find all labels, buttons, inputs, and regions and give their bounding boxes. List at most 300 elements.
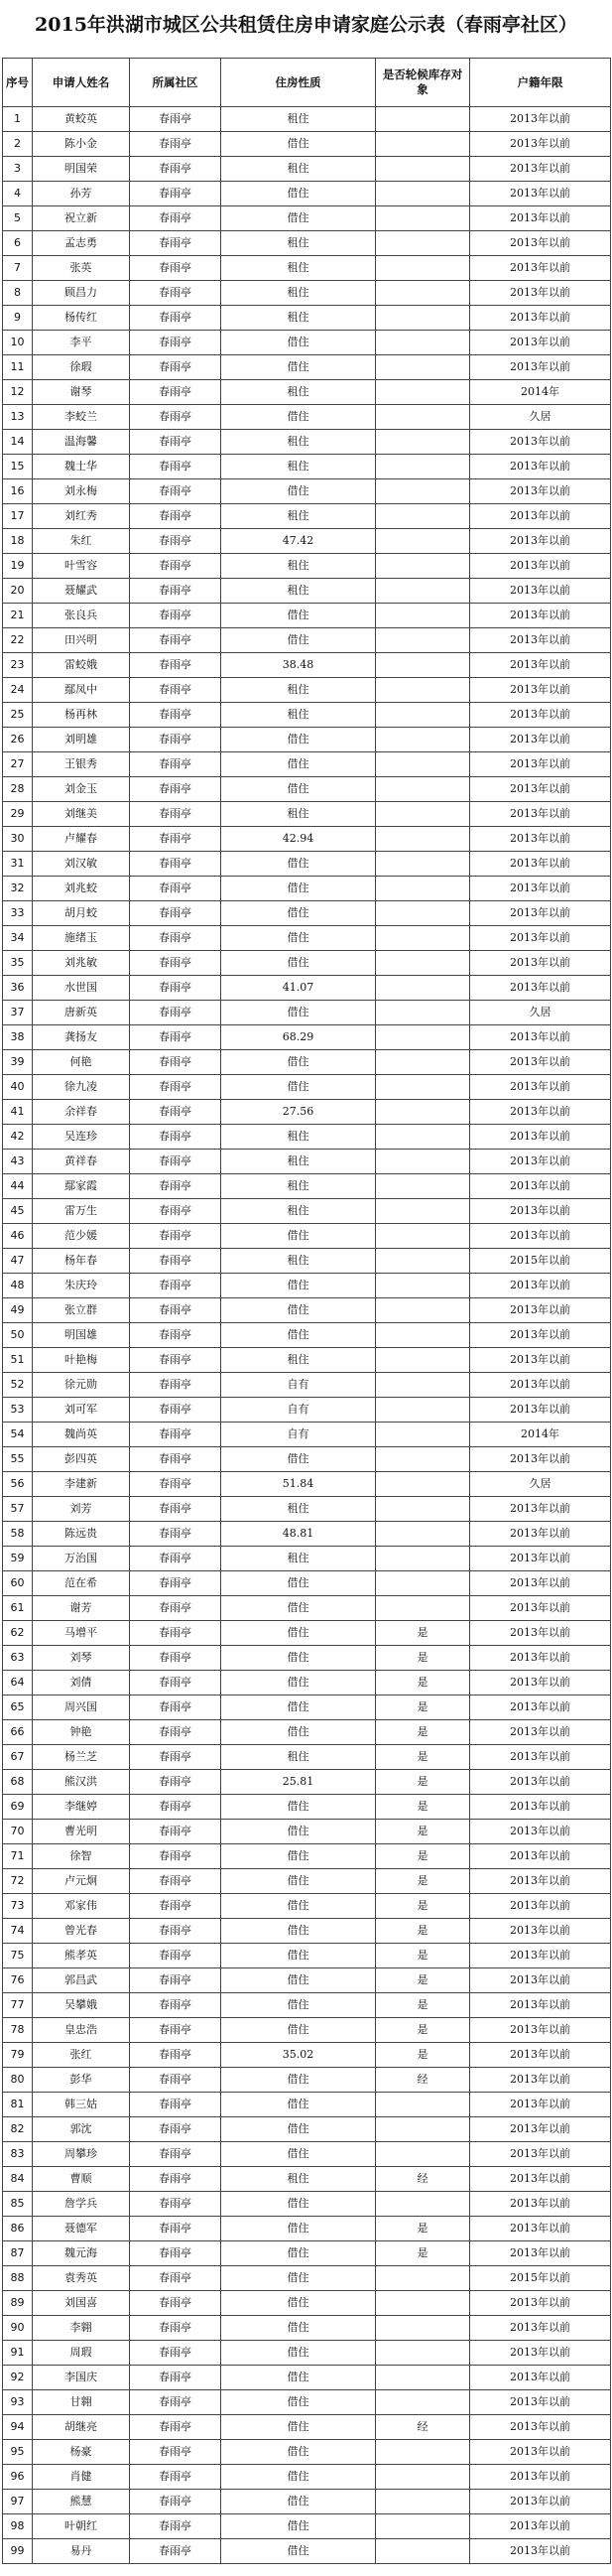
waitlist-cell xyxy=(376,653,470,678)
name-cell: 韩三姑 xyxy=(33,2093,130,2117)
housing-type-cell: 借住 xyxy=(221,2192,376,2217)
serial-cell: 96 xyxy=(3,2465,33,2490)
waitlist-cell xyxy=(376,1100,470,1125)
housing-type-cell: 借住 xyxy=(221,355,376,380)
table-row xyxy=(3,2018,611,2043)
table-row xyxy=(3,331,611,355)
name-cell: 杨传红 xyxy=(33,306,130,331)
waitlist-cell xyxy=(376,752,470,777)
residency-cell: 2013年以前 xyxy=(470,2440,611,2465)
residency-cell: 2013年以前 xyxy=(470,1894,611,1919)
residency-cell: 2013年以前 xyxy=(470,1547,611,1571)
housing-type-cell: 27.56 xyxy=(221,1100,376,1125)
serial-cell: 32 xyxy=(3,877,33,901)
residency-cell: 2013年以前 xyxy=(470,1820,611,1844)
community-cell: 春雨亭 xyxy=(130,1423,221,1447)
housing-type-cell: 自有 xyxy=(221,1398,376,1423)
table-row xyxy=(3,1695,611,1720)
housing-type-cell: 借住 xyxy=(221,2490,376,2514)
waitlist-cell: 经 xyxy=(376,2068,470,2093)
waitlist-cell xyxy=(376,777,470,802)
residency-cell: 2013年以前 xyxy=(470,1968,611,1993)
serial-cell: 39 xyxy=(3,1050,33,1075)
community-cell: 春雨亭 xyxy=(130,2291,221,2316)
housing-type-cell: 41.07 xyxy=(221,976,376,1001)
waitlist-cell xyxy=(376,2366,470,2390)
housing-type-cell: 借住 xyxy=(221,1844,376,1869)
name-cell: 马增平 xyxy=(33,1621,130,1646)
community-cell: 春雨亭 xyxy=(130,926,221,951)
table-row xyxy=(3,1274,611,1298)
community-cell: 春雨亭 xyxy=(130,2142,221,2167)
community-cell: 春雨亭 xyxy=(130,628,221,653)
housing-type-cell: 借住 xyxy=(221,206,376,231)
housing-type-cell: 借住 xyxy=(221,1621,376,1646)
waitlist-cell: 是 xyxy=(376,1770,470,1795)
waitlist-cell: 是 xyxy=(376,1820,470,1844)
name-cell: 陈远贵 xyxy=(33,1522,130,1547)
community-cell: 春雨亭 xyxy=(130,455,221,479)
housing-type-cell: 借住 xyxy=(221,2142,376,2167)
residency-cell: 2013年以前 xyxy=(470,2167,611,2192)
residency-cell: 2013年以前 xyxy=(470,1993,611,2018)
community-cell: 春雨亭 xyxy=(130,405,221,430)
table-row xyxy=(3,1497,611,1522)
waitlist-cell xyxy=(376,802,470,827)
table-row xyxy=(3,2366,611,2390)
housing-type-cell: 借住 xyxy=(221,1968,376,1993)
name-cell: 水世国 xyxy=(33,976,130,1001)
table-row xyxy=(3,554,611,579)
community-cell: 春雨亭 xyxy=(130,107,221,132)
name-cell: 曾光春 xyxy=(33,1919,130,1944)
housing-type-cell: 借住 xyxy=(221,1274,376,1298)
community-cell: 春雨亭 xyxy=(130,1472,221,1497)
waitlist-cell xyxy=(376,604,470,628)
community-cell: 春雨亭 xyxy=(130,976,221,1001)
name-cell: 刘倩 xyxy=(33,1671,130,1695)
waitlist-cell xyxy=(376,2390,470,2415)
housing-type-cell: 借住 xyxy=(221,1671,376,1695)
waitlist-cell xyxy=(376,405,470,430)
housing-type-cell: 借住 xyxy=(221,1050,376,1075)
residency-cell: 2013年以前 xyxy=(470,604,611,628)
waitlist-cell: 是 xyxy=(376,2043,470,2068)
serial-cell: 21 xyxy=(3,604,33,628)
residency-cell: 2013年以前 xyxy=(470,678,611,703)
table-row xyxy=(3,281,611,306)
name-cell: 鄢凤中 xyxy=(33,678,130,703)
community-cell: 春雨亭 xyxy=(130,380,221,405)
serial-cell: 35 xyxy=(3,951,33,976)
name-cell: 施绪玉 xyxy=(33,926,130,951)
table-row xyxy=(3,2490,611,2514)
residency-cell: 2013年以前 xyxy=(470,653,611,678)
serial-cell: 16 xyxy=(3,479,33,504)
residency-cell: 2013年以前 xyxy=(470,1497,611,1522)
waitlist-cell xyxy=(376,579,470,604)
name-cell: 胡月蛟 xyxy=(33,901,130,926)
serial-cell: 15 xyxy=(3,455,33,479)
serial-cell: 63 xyxy=(3,1646,33,1671)
residency-cell: 2013年以前 xyxy=(470,1274,611,1298)
name-cell: 龚扬友 xyxy=(33,1025,130,1050)
waitlist-cell xyxy=(376,703,470,728)
table-row xyxy=(3,2043,611,2068)
name-cell: 张良兵 xyxy=(33,604,130,628)
serial-cell: 59 xyxy=(3,1547,33,1571)
waitlist-cell xyxy=(376,504,470,529)
serial-cell: 28 xyxy=(3,777,33,802)
table-row xyxy=(3,777,611,802)
serial-cell: 83 xyxy=(3,2142,33,2167)
community-cell: 春雨亭 xyxy=(130,951,221,976)
name-cell: 张英 xyxy=(33,256,130,281)
community-cell: 春雨亭 xyxy=(130,1522,221,1547)
housing-type-cell: 借住 xyxy=(221,2217,376,2241)
serial-cell: 20 xyxy=(3,579,33,604)
waitlist-cell xyxy=(376,2539,470,2564)
housing-type-cell: 借住 xyxy=(221,1894,376,1919)
housing-type-cell: 租住 xyxy=(221,380,376,405)
table-row xyxy=(3,1001,611,1025)
residency-cell: 2014年 xyxy=(470,1423,611,1447)
housing-type-cell: 租住 xyxy=(221,430,376,455)
name-cell: 祝立新 xyxy=(33,206,130,231)
serial-cell: 17 xyxy=(3,504,33,529)
table-row xyxy=(3,2316,611,2341)
serial-cell: 69 xyxy=(3,1795,33,1820)
serial-cell: 34 xyxy=(3,926,33,951)
serial-cell: 89 xyxy=(3,2291,33,2316)
serial-cell: 99 xyxy=(3,2539,33,2564)
residency-cell: 2013年以前 xyxy=(470,2366,611,2390)
residency-cell: 2015年以前 xyxy=(470,1249,611,1274)
community-cell: 春雨亭 xyxy=(130,1745,221,1770)
community-cell: 春雨亭 xyxy=(130,1249,221,1274)
table-body xyxy=(3,107,611,2564)
community-cell: 春雨亭 xyxy=(130,182,221,206)
housing-type-cell: 租住 xyxy=(221,281,376,306)
community-cell: 春雨亭 xyxy=(130,231,221,256)
serial-cell: 44 xyxy=(3,1174,33,1199)
waitlist-cell xyxy=(376,1249,470,1274)
residency-cell: 2013年以前 xyxy=(470,2093,611,2117)
name-cell: 朱庆玲 xyxy=(33,1274,130,1298)
serial-cell: 3 xyxy=(3,157,33,182)
community-cell: 春雨亭 xyxy=(130,2316,221,2341)
table-row xyxy=(3,157,611,182)
table-row xyxy=(3,1671,611,1695)
residency-cell: 2013年以前 xyxy=(470,132,611,157)
waitlist-cell: 是 xyxy=(376,1944,470,1968)
housing-type-cell: 租住 xyxy=(221,1174,376,1199)
table-row xyxy=(3,256,611,281)
waitlist-cell xyxy=(376,1348,470,1373)
residency-cell: 久居 xyxy=(470,1472,611,1497)
serial-cell: 22 xyxy=(3,628,33,653)
waitlist-cell xyxy=(376,206,470,231)
housing-type-cell: 借住 xyxy=(221,2341,376,2366)
housing-type-cell: 租住 xyxy=(221,1150,376,1174)
housing-type-cell: 租住 xyxy=(221,306,376,331)
community-cell: 春雨亭 xyxy=(130,529,221,554)
serial-cell: 30 xyxy=(3,827,33,852)
community-cell: 春雨亭 xyxy=(130,1596,221,1621)
community-cell: 春雨亭 xyxy=(130,2390,221,2415)
name-cell: 吴攀娥 xyxy=(33,1993,130,2018)
waitlist-cell: 是 xyxy=(376,1993,470,2018)
housing-type-cell: 租住 xyxy=(221,504,376,529)
name-cell: 刘金玉 xyxy=(33,777,130,802)
name-cell: 胡继亮 xyxy=(33,2415,130,2440)
community-cell: 春雨亭 xyxy=(130,2068,221,2093)
serial-cell: 1 xyxy=(3,107,33,132)
name-cell: 刘继美 xyxy=(33,802,130,827)
waitlist-cell xyxy=(376,1050,470,1075)
serial-cell: 19 xyxy=(3,554,33,579)
community-cell: 春雨亭 xyxy=(130,1150,221,1174)
community-cell: 春雨亭 xyxy=(130,1844,221,1869)
waitlist-cell xyxy=(376,678,470,703)
housing-type-cell: 借住 xyxy=(221,1919,376,1944)
table-row xyxy=(3,1820,611,1844)
residency-cell: 2013年以前 xyxy=(470,554,611,579)
housing-type-cell: 借住 xyxy=(221,1298,376,1323)
waitlist-cell: 是 xyxy=(376,2217,470,2241)
housing-type-cell: 租住 xyxy=(221,579,376,604)
serial-cell: 72 xyxy=(3,1869,33,1894)
housing-type-cell: 借住 xyxy=(221,331,376,355)
housing-type-cell: 租住 xyxy=(221,455,376,479)
residency-cell: 2013年以前 xyxy=(470,1919,611,1944)
waitlist-cell xyxy=(376,2291,470,2316)
waitlist-cell: 是 xyxy=(376,1968,470,1993)
waitlist-cell xyxy=(376,529,470,554)
housing-type-cell: 租住 xyxy=(221,157,376,182)
community-cell: 春雨亭 xyxy=(130,777,221,802)
applicant-table xyxy=(2,58,611,2564)
housing-type-cell: 借住 xyxy=(221,1571,376,1596)
serial-cell: 71 xyxy=(3,1844,33,1869)
serial-cell: 9 xyxy=(3,306,33,331)
waitlist-cell: 是 xyxy=(376,2018,470,2043)
table-row xyxy=(3,728,611,752)
serial-cell: 65 xyxy=(3,1695,33,1720)
name-cell: 顾昌力 xyxy=(33,281,130,306)
name-cell: 刘汉敏 xyxy=(33,852,130,877)
waitlist-cell: 是 xyxy=(376,1894,470,1919)
residency-cell: 2013年以前 xyxy=(470,1025,611,1050)
name-cell: 王银秀 xyxy=(33,752,130,777)
table-row xyxy=(3,1522,611,1547)
waitlist-cell xyxy=(376,1174,470,1199)
residency-cell: 2013年以前 xyxy=(470,2490,611,2514)
serial-cell: 49 xyxy=(3,1298,33,1323)
name-cell: 杨再林 xyxy=(33,703,130,728)
table-row xyxy=(3,678,611,703)
table-row xyxy=(3,752,611,777)
community-cell: 春雨亭 xyxy=(130,1001,221,1025)
table-row xyxy=(3,802,611,827)
residency-cell: 2013年以前 xyxy=(470,2192,611,2217)
table-row xyxy=(3,2415,611,2440)
residency-cell: 2013年以前 xyxy=(470,976,611,1001)
name-cell: 范少媛 xyxy=(33,1224,130,1249)
name-cell: 徐九凌 xyxy=(33,1075,130,1100)
name-cell: 杨兰芝 xyxy=(33,1745,130,1770)
name-cell: 徐智 xyxy=(33,1844,130,1869)
waitlist-cell xyxy=(376,182,470,206)
residency-cell: 2013年以前 xyxy=(470,455,611,479)
serial-cell: 29 xyxy=(3,802,33,827)
name-cell: 黄祥春 xyxy=(33,1150,130,1174)
residency-cell: 2013年以前 xyxy=(470,827,611,852)
serial-cell: 10 xyxy=(3,331,33,355)
housing-type-cell: 48.81 xyxy=(221,1522,376,1547)
housing-type-cell: 借住 xyxy=(221,2241,376,2266)
housing-type-cell: 借住 xyxy=(221,777,376,802)
community-cell: 春雨亭 xyxy=(130,1075,221,1100)
residency-cell: 2013年以前 xyxy=(470,479,611,504)
housing-type-cell: 42.94 xyxy=(221,827,376,852)
community-cell: 春雨亭 xyxy=(130,1968,221,1993)
waitlist-cell xyxy=(376,132,470,157)
waitlist-cell xyxy=(376,877,470,901)
header-waitlist: 是否轮候库存对象 xyxy=(376,59,470,107)
serial-cell: 57 xyxy=(3,1497,33,1522)
community-cell: 春雨亭 xyxy=(130,1993,221,2018)
residency-cell: 2013年以前 xyxy=(470,1298,611,1323)
name-cell: 熊慧 xyxy=(33,2490,130,2514)
serial-cell: 85 xyxy=(3,2192,33,2217)
name-cell: 叶朝红 xyxy=(33,2514,130,2539)
waitlist-cell xyxy=(376,1596,470,1621)
housing-type-cell: 35.02 xyxy=(221,2043,376,2068)
community-cell: 春雨亭 xyxy=(130,1025,221,1050)
housing-type-cell: 借住 xyxy=(221,1447,376,1472)
housing-type-cell: 借住 xyxy=(221,2514,376,2539)
waitlist-cell xyxy=(376,479,470,504)
table-row xyxy=(3,2241,611,2266)
housing-type-cell: 借住 xyxy=(221,728,376,752)
serial-cell: 98 xyxy=(3,2514,33,2539)
community-cell: 春雨亭 xyxy=(130,2018,221,2043)
name-cell: 李平 xyxy=(33,331,130,355)
table-row xyxy=(3,1621,611,1646)
community-cell: 春雨亭 xyxy=(130,802,221,827)
serial-cell: 14 xyxy=(3,430,33,455)
community-cell: 春雨亭 xyxy=(130,901,221,926)
housing-type-cell: 借住 xyxy=(221,1224,376,1249)
residency-cell: 2013年以前 xyxy=(470,2217,611,2241)
name-cell: 范在希 xyxy=(33,1571,130,1596)
waitlist-cell xyxy=(376,1497,470,1522)
table-row xyxy=(3,504,611,529)
name-cell: 吴连珍 xyxy=(33,1125,130,1150)
table-row xyxy=(3,2465,611,2490)
community-cell: 春雨亭 xyxy=(130,1100,221,1125)
serial-cell: 84 xyxy=(3,2167,33,2192)
waitlist-cell: 是 xyxy=(376,1869,470,1894)
table-row xyxy=(3,1050,611,1075)
housing-type-cell: 租住 xyxy=(221,2167,376,2192)
table-row xyxy=(3,1125,611,1150)
table-row xyxy=(3,2167,611,2192)
residency-cell: 2013年以前 xyxy=(470,628,611,653)
serial-cell: 46 xyxy=(3,1224,33,1249)
name-cell: 刘兆蛟 xyxy=(33,877,130,901)
table-row xyxy=(3,306,611,331)
serial-cell: 56 xyxy=(3,1472,33,1497)
serial-cell: 11 xyxy=(3,355,33,380)
residency-cell: 2013年以前 xyxy=(470,355,611,380)
residency-cell: 2013年以前 xyxy=(470,1646,611,1671)
community-cell: 春雨亭 xyxy=(130,2043,221,2068)
table-row xyxy=(3,877,611,901)
residency-cell: 2013年以前 xyxy=(470,1373,611,1398)
residency-cell: 2013年以前 xyxy=(470,1348,611,1373)
waitlist-cell xyxy=(376,1001,470,1025)
residency-cell: 2013年以前 xyxy=(470,2341,611,2366)
community-cell: 春雨亭 xyxy=(130,2093,221,2117)
name-cell: 张立群 xyxy=(33,1298,130,1323)
waitlist-cell xyxy=(376,2117,470,2142)
residency-cell: 2013年以前 xyxy=(470,1571,611,1596)
community-cell: 春雨亭 xyxy=(130,1323,221,1348)
table-row xyxy=(3,1869,611,1894)
serial-cell: 6 xyxy=(3,231,33,256)
housing-type-cell: 借住 xyxy=(221,2068,376,2093)
waitlist-cell xyxy=(376,901,470,926)
housing-type-cell: 借住 xyxy=(221,2390,376,2415)
table-row xyxy=(3,1348,611,1373)
serial-cell: 2 xyxy=(3,132,33,157)
housing-type-cell: 借住 xyxy=(221,852,376,877)
waitlist-cell: 是 xyxy=(376,1795,470,1820)
housing-type-cell: 借住 xyxy=(221,2018,376,2043)
community-cell: 春雨亭 xyxy=(130,827,221,852)
community-cell: 春雨亭 xyxy=(130,281,221,306)
waitlist-cell xyxy=(376,2093,470,2117)
housing-type-cell: 借住 xyxy=(221,2316,376,2341)
residency-cell: 2013年以前 xyxy=(470,1621,611,1646)
name-cell: 田兴明 xyxy=(33,628,130,653)
table-row xyxy=(3,2266,611,2291)
table-row xyxy=(3,405,611,430)
name-cell: 曹光明 xyxy=(33,1820,130,1844)
housing-type-cell: 借住 xyxy=(221,479,376,504)
housing-type-cell: 38.48 xyxy=(221,653,376,678)
waitlist-cell xyxy=(376,1150,470,1174)
waitlist-cell xyxy=(376,1298,470,1323)
waitlist-cell xyxy=(376,2192,470,2217)
residency-cell: 2013年以前 xyxy=(470,2415,611,2440)
serial-cell: 68 xyxy=(3,1770,33,1795)
name-cell: 肖健 xyxy=(33,2465,130,2490)
table-row xyxy=(3,2093,611,2117)
waitlist-cell xyxy=(376,2465,470,2490)
waitlist-cell: 是 xyxy=(376,1844,470,1869)
community-cell: 春雨亭 xyxy=(130,1398,221,1423)
name-cell: 何艳 xyxy=(33,1050,130,1075)
housing-type-cell: 借住 xyxy=(221,1646,376,1671)
table-row xyxy=(3,1423,611,1447)
waitlist-cell xyxy=(376,728,470,752)
residency-cell: 2013年以前 xyxy=(470,256,611,281)
table-row xyxy=(3,2192,611,2217)
residency-cell: 2013年以前 xyxy=(470,802,611,827)
